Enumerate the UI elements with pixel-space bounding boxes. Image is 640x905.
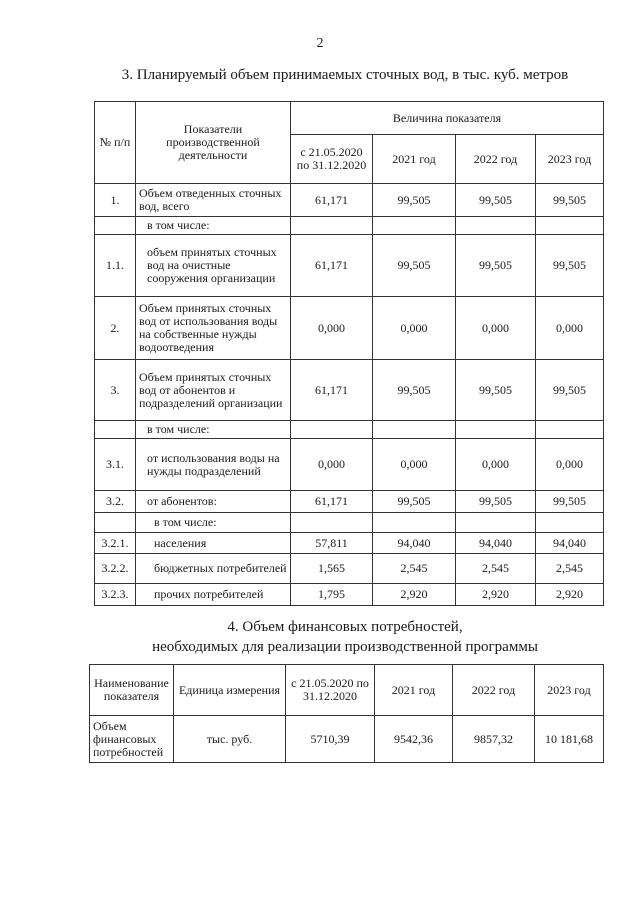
row-value: 9857,32 (453, 716, 535, 763)
row-value (456, 217, 536, 235)
row-value: 61,171 (291, 491, 373, 513)
row-num: 1.1. (95, 235, 136, 297)
row-num: 3.2.2. (95, 554, 136, 584)
row-label: объем принятых сточных вод на очистные сооружения организации (136, 235, 291, 297)
header-cell: Наименование показателя (90, 665, 174, 716)
row-value: 2,545 (536, 554, 604, 584)
table-row (95, 491, 604, 513)
row-value: 0,000 (536, 439, 604, 491)
row-value: 57,811 (291, 533, 373, 554)
row-value: 2,545 (373, 554, 456, 584)
row-unit: тыс. руб. (174, 716, 286, 763)
row-num: 3.2. (95, 491, 136, 513)
row-value: 94,040 (456, 533, 536, 554)
row-value (456, 513, 536, 533)
row-label: Объем принятых сточных вод от использования воды на собственные нужды водоотведения (136, 297, 291, 360)
header-period-2023: 2023 год (536, 135, 604, 184)
table-row (95, 439, 604, 491)
header-cell: с 21.05.2020 по 31.12.2020 (286, 665, 375, 716)
header-period-2020: с 21.05.2020 по 31.12.2020 (291, 135, 373, 184)
row-value (373, 513, 456, 533)
table-row (95, 297, 604, 360)
section-4-title (100, 617, 590, 657)
header-cell: 2021 год (375, 665, 453, 716)
row-value: 99,505 (456, 491, 536, 513)
row-value: 99,505 (536, 184, 604, 217)
row-value: 0,000 (456, 297, 536, 360)
row-value: 99,505 (456, 184, 536, 217)
row-value: 94,040 (373, 533, 456, 554)
row-value: 99,505 (456, 360, 536, 421)
row-value: 0,000 (291, 439, 373, 491)
row-value: 2,920 (456, 584, 536, 606)
row-num (95, 217, 136, 235)
row-value: 99,505 (373, 360, 456, 421)
row-value: 1,565 (291, 554, 373, 584)
row-value (373, 217, 456, 235)
section-3-title: 3. Планируемый объем принимаемых сточных вод, в тыс. куб. метров (121, 67, 569, 83)
row-label: от абонентов: (136, 491, 291, 513)
wastewater-volume-table (94, 101, 604, 606)
row-label: от использования воды на нужды подразделений (136, 439, 291, 491)
row-value (536, 421, 604, 439)
header-indicators: Показатели производственной деятельности (136, 102, 291, 184)
row-value: 0,000 (291, 297, 373, 360)
row-value: 5710,39 (286, 716, 375, 763)
row-label: населения (136, 533, 291, 554)
row-num: 1. (95, 184, 136, 217)
row-value: 2,920 (536, 584, 604, 606)
header-num: № п/п (95, 102, 136, 184)
row-num: 3.2.3. (95, 584, 136, 606)
row-value: 99,505 (536, 491, 604, 513)
header-cell: Единица измерения (174, 665, 286, 716)
row-value (536, 217, 604, 235)
row-value: 99,505 (456, 235, 536, 297)
table-row (95, 554, 604, 584)
header-period-2022: 2022 год (456, 135, 536, 184)
row-value: 99,505 (536, 235, 604, 297)
row-num: 3.1. (95, 439, 136, 491)
row-value: 0,000 (373, 297, 456, 360)
row-num (95, 421, 136, 439)
row-value (291, 217, 373, 235)
section-4-title-line1: 4. Объем финансовых потребностей, (227, 619, 463, 635)
row-label: прочих потребителей (136, 584, 291, 606)
row-num (95, 513, 136, 533)
table-row (95, 513, 604, 533)
row-label: Объем финансовых потребностей (90, 716, 174, 763)
row-value: 10 181,68 (535, 716, 604, 763)
header-value: Величина показателя (291, 102, 604, 135)
row-value: 99,505 (536, 360, 604, 421)
table-row (95, 235, 604, 297)
table-row (90, 716, 604, 763)
header-cell: 2022 год (453, 665, 535, 716)
row-value: 94,040 (536, 533, 604, 554)
header-period-2021: 2021 год (373, 135, 456, 184)
row-value (291, 513, 373, 533)
header-cell: 2023 год (535, 665, 604, 716)
table-row (95, 184, 604, 217)
table-row (95, 217, 604, 235)
row-label: в том числе: (136, 217, 291, 235)
table-row (95, 360, 604, 421)
row-value: 0,000 (536, 297, 604, 360)
row-label: в том числе: (136, 513, 291, 533)
row-value: 99,505 (373, 235, 456, 297)
table-row (95, 584, 604, 606)
row-value: 61,171 (291, 235, 373, 297)
row-value: 9542,36 (375, 716, 453, 763)
section-4-title-line2: необходимых для реализации производственной программы (152, 639, 538, 655)
row-label: в том числе: (136, 421, 291, 439)
row-value: 1,795 (291, 584, 373, 606)
row-value: 61,171 (291, 360, 373, 421)
row-num: 2. (95, 297, 136, 360)
row-value: 2,545 (456, 554, 536, 584)
row-value: 99,505 (373, 184, 456, 217)
row-value: 99,505 (373, 491, 456, 513)
row-value: 0,000 (456, 439, 536, 491)
row-num: 3.2.1. (95, 533, 136, 554)
row-value: 2,920 (373, 584, 456, 606)
table-row (95, 533, 604, 554)
row-value (291, 421, 373, 439)
financial-needs-table (89, 664, 604, 763)
row-label: Объем принятых сточных вод от абонентов и подразделений организации (136, 360, 291, 421)
row-value (456, 421, 536, 439)
row-label: бюджетных потребителей (136, 554, 291, 584)
row-value: 61,171 (291, 184, 373, 217)
table-row (95, 421, 604, 439)
row-label: Объем отведенных сточных вод, всего (136, 184, 291, 217)
row-num: 3. (95, 360, 136, 421)
row-value (536, 513, 604, 533)
row-value: 0,000 (373, 439, 456, 491)
page-number: 2 (316, 36, 324, 51)
row-value (373, 421, 456, 439)
